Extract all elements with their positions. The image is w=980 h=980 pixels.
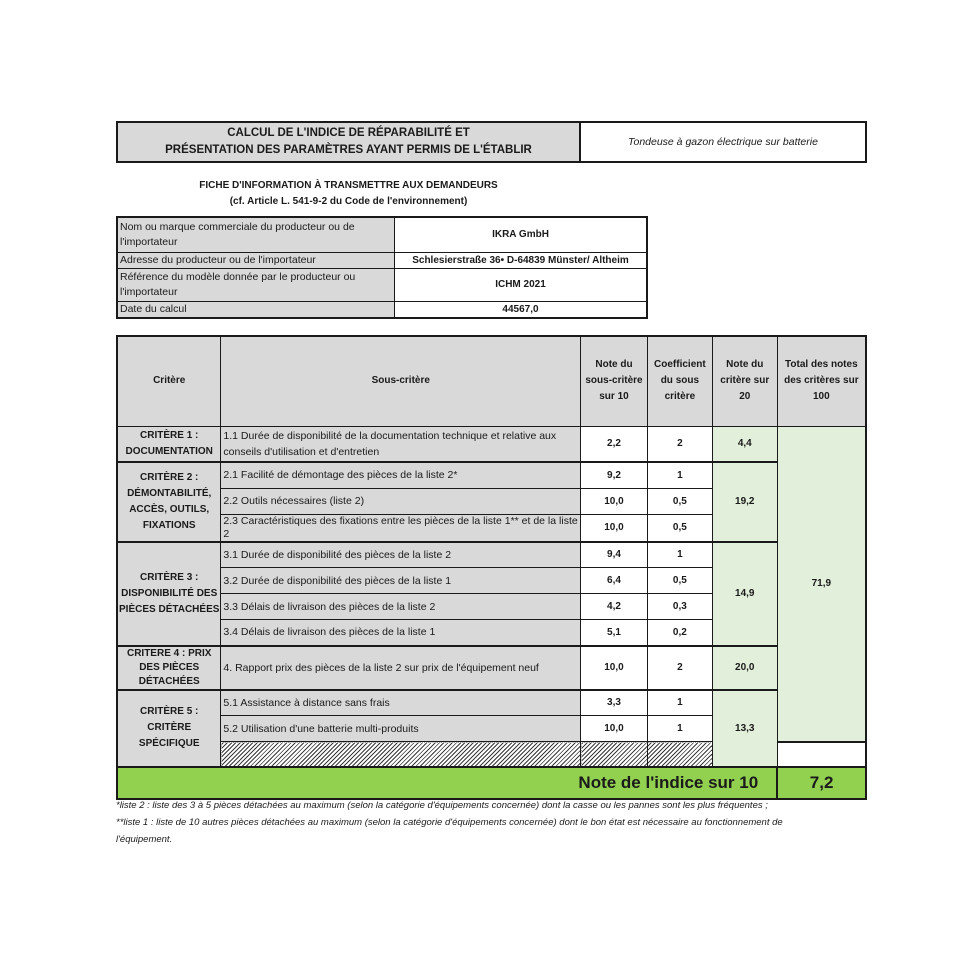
table-row (117, 646, 866, 690)
critere-1-note: 4,4 (712, 426, 777, 462)
sub-critere-coef: 0,2 (647, 620, 712, 646)
sub-critere-note: 4,2 (581, 594, 648, 620)
fiche-line1: FICHE D'INFORMATION À TRANSMETTRE AUX DEMANDEURS (199, 180, 498, 191)
report-title-line1: CALCUL DE L'INDICE DE RÉPARABILITÉ ET (227, 127, 470, 139)
hatched-empty-cell (647, 742, 712, 767)
sub-critere-label: 1.1 Durée de disponibilité de la documentation technique et relative aux conseils d'utilisation et d'entretien (221, 426, 581, 462)
footnote-liste-2: *liste 2 : liste des 3 à 5 pièces détachées au maximum (selon la catégorie d'équipements concernée) dont la casse ou les pannes sont les plus fréquentes ; (116, 800, 768, 811)
table-row (117, 542, 866, 568)
sub-critere-note: 9,2 (581, 462, 648, 488)
producer-info-table (116, 216, 648, 319)
critere-2-note: 19,2 (712, 462, 777, 542)
critere-1-name: CRITÈRE 1 : DOCUMENTATION (117, 426, 221, 462)
sub-critere-note: 10,0 (581, 646, 648, 690)
final-label: Note de l'indice sur 10 (117, 767, 777, 799)
col-header-note-sous-critere: Note du sous-critère sur 10 (581, 336, 648, 426)
critere-2-name: CRITÈRE 2 : DÉMONTABILITÉ, ACCÈS, OUTILS, FIXATIONS (117, 462, 221, 542)
repairability-table (116, 335, 867, 800)
sub-critere-coef: 0,5 (647, 514, 712, 542)
info-row (117, 268, 647, 301)
sub-critere-coef: 1 (647, 462, 712, 488)
sub-critere-note: 2,2 (581, 426, 648, 462)
final-score: 7,2 (777, 767, 866, 799)
info-value: IKRA GmbH (395, 217, 648, 252)
info-value: Schlesierstraße 36• D-64839 Münster/ Altheim (395, 252, 648, 268)
sub-critere-note: 9,4 (581, 542, 648, 568)
fiche-heading (116, 178, 581, 210)
col-header-total: Total des notes des critères sur 100 (777, 336, 866, 426)
info-label: Adresse du producteur ou de l'importateur (117, 252, 395, 268)
critere-3-note: 14,9 (712, 542, 777, 646)
info-label: Référence du modèle donnée par le producteur ou l'importateur (117, 268, 395, 301)
sub-critere-note: 10,0 (581, 488, 648, 514)
sub-critere-coef: 1 (647, 690, 712, 716)
hatched-empty-cell (581, 742, 648, 767)
sub-critere-label: 2.1 Facilité de démontage des pièces de la liste 2* (221, 462, 581, 488)
hatched-empty-cell (221, 742, 581, 767)
header-row (117, 336, 866, 426)
sub-critere-note: 3,3 (581, 690, 648, 716)
critere-5-note: 13,3 (712, 690, 777, 767)
sub-critere-coef: 1 (647, 716, 712, 742)
info-label: Nom ou marque commerciale du producteur ou de l'importateur (117, 217, 395, 252)
col-header-critere: Critère (117, 336, 221, 426)
sub-critere-label: 2.3 Caractéristiques des fixations entre les pièces de la liste 1** et de la liste 2 (221, 514, 581, 542)
product-name: Tondeuse à gazon électrique sur batterie (580, 121, 867, 163)
info-value: 44567,0 (395, 301, 648, 318)
total-score: 71,9 (777, 426, 866, 742)
sub-critere-label: 3.2 Durée de disponibilité des pièces de la liste 1 (221, 568, 581, 594)
critere-5-name: CRITÈRE 5 : CRITÈRE SPÉCIFIQUE (117, 690, 221, 767)
sub-critere-label: 3.3 Délais de livraison des pièces de la liste 2 (221, 594, 581, 620)
sub-critere-coef: 1 (647, 542, 712, 568)
sub-critere-coef: 0,3 (647, 594, 712, 620)
fiche-line2: (cf. Article L. 541-9-2 du Code de l'environnement) (229, 196, 468, 207)
table-row (117, 690, 866, 716)
info-row (117, 252, 647, 268)
final-row (117, 767, 866, 799)
sub-critere-coef: 2 (647, 426, 712, 462)
sub-critere-note: 6,4 (581, 568, 648, 594)
footnotes (116, 797, 821, 848)
critere-3-name: CRITÈRE 3 : DISPONIBILITÉ DES PIÈCES DÉTACHÉES (117, 542, 221, 646)
col-header-note-critere: Note du critère sur 20 (712, 336, 777, 426)
col-header-coefficient: Coefficient du sous critère (647, 336, 712, 426)
sub-critere-coef: 0,5 (647, 568, 712, 594)
report-title-line2: PRÉSENTATION DES PARAMÈTRES AYANT PERMIS DE L'ÉTABLIR (165, 144, 532, 156)
sub-critere-label: 4. Rapport prix des pièces de la liste 2 sur prix de l'équipement neuf (221, 646, 581, 690)
sub-critere-coef: 0,5 (647, 488, 712, 514)
info-value: ICHM 2021 (395, 268, 648, 301)
table-row (117, 462, 866, 488)
sub-critere-note: 5,1 (581, 620, 648, 646)
critere-4-note: 20,0 (712, 646, 777, 690)
sub-critere-label: 3.1 Durée de disponibilité des pièces de la liste 2 (221, 542, 581, 568)
report-title (116, 121, 581, 163)
sub-critere-note: 10,0 (581, 716, 648, 742)
table-row (117, 426, 866, 462)
info-row (117, 301, 647, 318)
sub-critere-coef: 2 (647, 646, 712, 690)
col-header-sous-critere: Sous-critère (221, 336, 581, 426)
info-row (117, 217, 647, 252)
sub-critere-label: 5.2 Utilisation d'une batterie multi-produits (221, 716, 581, 742)
footnote-liste-1: **liste 1 : liste de 10 autres pièces détachées au maximum (selon la catégorie d'équipements concernée) dont le bon état est nécessaire au fonctionnement de l'équipement. (116, 817, 783, 845)
sub-critere-label: 5.1 Assistance à distance sans frais (221, 690, 581, 716)
sub-critere-note: 10,0 (581, 514, 648, 542)
info-label: Date du calcul (117, 301, 395, 318)
sub-critere-label: 3.4 Délais de livraison des pièces de la liste 1 (221, 620, 581, 646)
sub-critere-label: 2.2 Outils nécessaires (liste 2) (221, 488, 581, 514)
critere-4-name: CRITERE 4 : PRIX DES PIÈCES DÉTACHÉES (117, 646, 221, 690)
